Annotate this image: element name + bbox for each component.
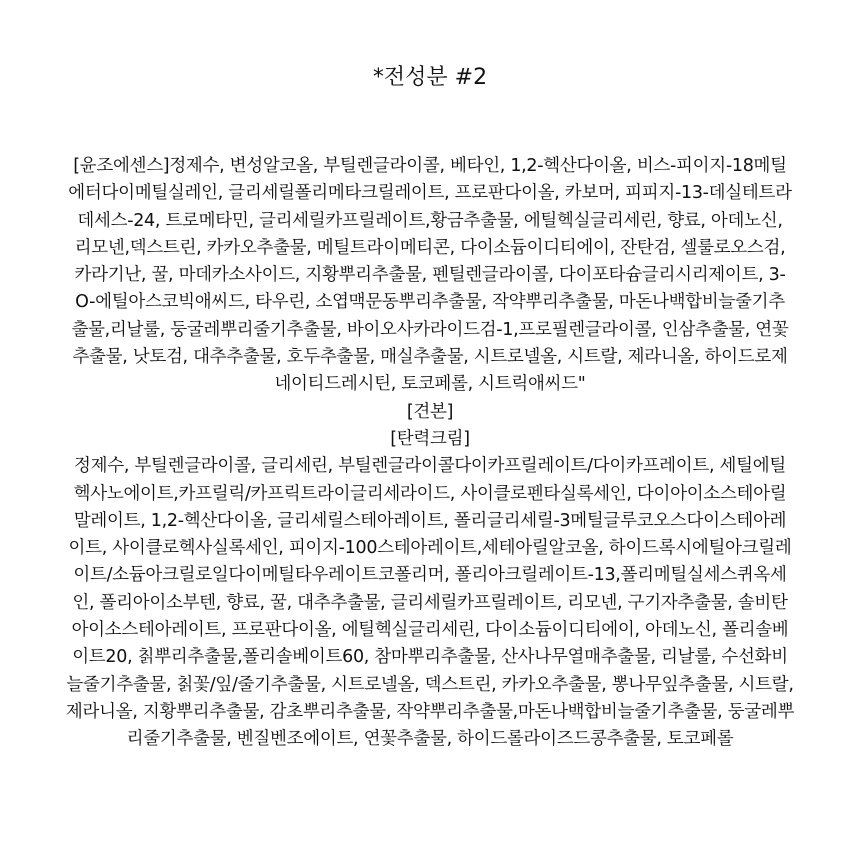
ingredient-line: 이트20, 칡뿌리추출물,폴리솔베이트60, 참마뿌리추출물, 산사나무열매추출물, 리날룰, 수선화비 — [72, 647, 788, 668]
ingredient-line: 에터다이메틸실레인, 글리세릴폴리메타크릴레이트, 프로판다이올, 카보머, 피피지-13-데실테트라 — [68, 183, 792, 204]
ingredient-line: 데세스-24, 트로메타민, 글리세릴카프릴레이트,황금추출물, 에틸헥실글리세린, 향료, 아데노신, — [77, 210, 783, 231]
ingredient-line: 추출물, 낫토검, 대추추출물, 호두추출물, 매실추출물, 시트로넬올, 시트랄, 제라니올, 하이드로제 — [72, 347, 788, 368]
page-title: *전성분 #2 — [372, 65, 488, 90]
section-cream-ingredients — [10, 453, 850, 753]
ingredient-line: 네이티드레시틴, 토코페롤, 시트릭애씨드" — [274, 374, 586, 395]
ingredient-line: O-에틸아스코빅애씨드, 타우린, 소엽맥문동뿌리추출물, 작약뿌리추출물, 마돈나백합비늘줄기추 — [75, 292, 785, 313]
ingredient-line: 말레이트, 1,2-헥산다이올, 글리세릴스테아레이트, 폴리글리세릴-3메틸글루코오스다이스테아레 — [73, 510, 787, 531]
ingredient-line: 이트/소듐아크릴로일다이메틸타우레이트코폴리머, 폴리아크릴레이트-13,폴리메틸실세스퀴옥세 — [73, 565, 787, 586]
section-heading-cream: [탄력크림] — [390, 428, 470, 449]
ingredient-line: 리줄기추출물, 벤질벤조에이트, 연꽃추출물, 하이드롤라이즈드콩추출물, 토코페롤 — [126, 729, 734, 750]
ingredient-line: 제라니올, 지황뿌리추출물, 감초뿌리추출물, 작약뿌리추출물,마돈나백합비늘줄기추출물, 둥굴레뿌 — [65, 701, 795, 722]
ingredient-line: [윤조에센스]정제수, 변성알코올, 부틸렌글라이콜, 베타인, 1,2-헥산다이올, 비스-피이지-18메틸 — [73, 156, 787, 176]
ingredient-line: 헥사노에이트,카프릴릭/카프릭트라이글리세라이드, 사이클로펜타실록세인, 다이아이소스테아릴 — [73, 483, 787, 504]
ingredient-line: 이트, 사이클로헥사실록세인, 피이지-100스테아레이트,세테아릴알코올, 하이드록시에틸아크릴레 — [68, 538, 792, 559]
ingredient-line: 리모넨,덱스트린, 카카오추출물, 메틸트라이메티콘, 다이소듐이디티에이, 잔탄검, 셀룰로오스검, — [74, 237, 786, 258]
ingredient-line: 카라기난, 꿀, 마데카소사이드, 지황뿌리추출물, 펜틸렌글라이콜, 다이포타슘글리시리제이트, 3- — [74, 265, 786, 286]
ingredient-line: 늘줄기추출물, 칡꽃/잎/줄기추출물, 시트로넬올, 덱스트린, 카카오추출물, 뽕나무잎추출물, 시트랄, — [66, 674, 794, 695]
ingredient-line: 인, 폴리아이소부텐, 향료, 꿀, 대추추출물, 글리세릴카프릴레이트, 리모넨, 구기자추출물, 솔비탄 — [72, 592, 788, 613]
section-essence-ingredients — [10, 153, 850, 399]
ingredients-text — [10, 153, 850, 754]
ingredient-line: 아이소스테아레이트, 프로판다이올, 에틸헥실글리세린, 다이소듐이디티에이, 아데노신, 폴리솔베 — [71, 620, 789, 641]
ingredient-line: 정제수, 부틸렌글라이콜, 글리세린, 부틸렌글라이콜다이카프릴레이트/다이카프레이트, 세틸에틸 — [74, 456, 786, 477]
ingredient-line: 출물,리날룰, 둥굴레뿌리줄기추출물, 바이오사카라이드검-1,프로필렌글라이콜, 인삼추출물, 연꽃 — [71, 319, 789, 340]
sample-label: [견본] — [406, 401, 454, 422]
